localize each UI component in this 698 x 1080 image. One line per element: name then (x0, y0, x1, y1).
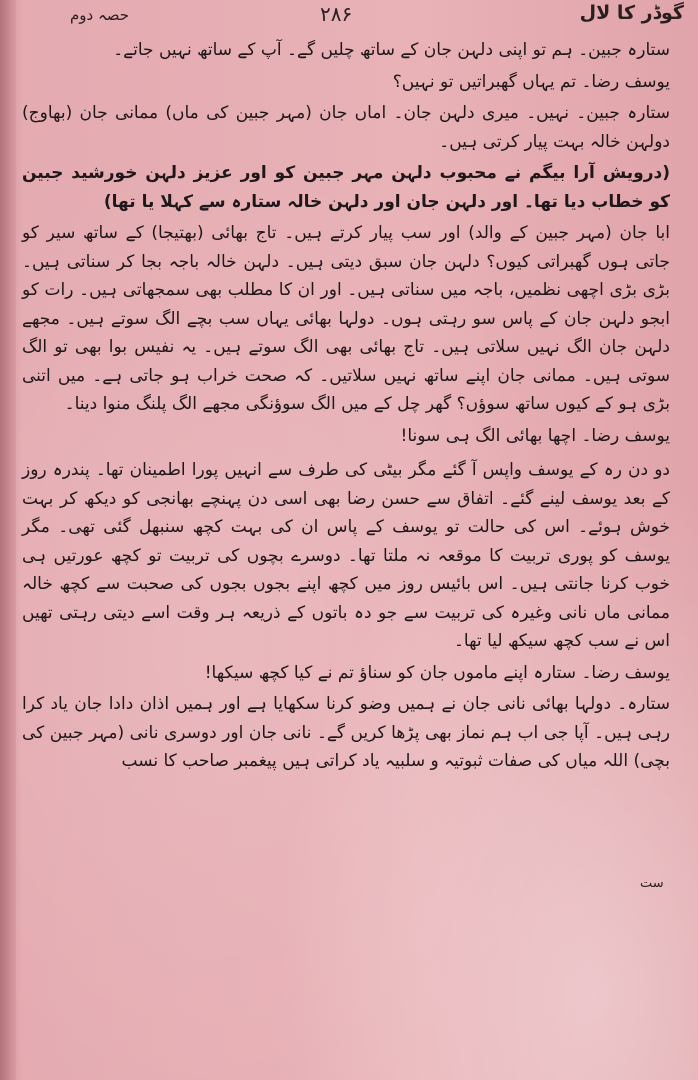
dialogue-yusuf-3: یوسف رضا۔ ستارہ اپنے ماموں جان کو سناؤ تم نے کیا کچھ سیکھا! (204, 662, 670, 683)
page-binding-edge (0, 0, 16, 1080)
narration-note: (درویش آرا بیگم نے محبوب دلہن مہر جبین کو اور عزیز دلہن خورشید جبین کو خطاب دیا تھا۔ اور دلہن جان اور دلہن خالہ ستارہ سے کہلا یا تھا) (22, 163, 670, 212)
page-number: ۲۸۶ (320, 2, 353, 26)
book-title: گوڈر کا لال (579, 2, 684, 24)
page-header (20, 2, 688, 30)
dialogue-yusuf-2: یوسف رضا۔ اچھا بھائی الگ ہی سونا! (400, 425, 670, 446)
dialogue-yusuf-1: یوسف رضا۔ تم یہاں گھبراتیں تو نہیں؟ (392, 71, 670, 92)
dialogue-sitara-2: ستارہ جبین۔ نہیں۔ میری دلہن جان۔ اماں جان (مہر جبین کی ماں) ممانی جان (بھاوج) دولہن خالہ بہت پیار کرتی ہیں۔ (22, 103, 670, 152)
page-body (22, 36, 670, 779)
dialogue-sitara-4: ستارہ۔ دولہا بھائی نانی جان نے ہمیں وضو کرنا سکھایا ہے اور ہمیں اذان دادا جان یاد کرا رہی ہیں۔ آپا جی اب ہم نماز بھی پڑھا کریں گے۔ نانی جان اور دوسری نانی (مہر جبین کی بچی) اللہ میاں کی صفات ثبوتیہ و سلبیہ یاد کراتی ہیں پیغمبر صاحب کا نسب (22, 694, 670, 771)
part-label: حصہ دوم (70, 6, 130, 24)
narration-paragraph: دو دن رہ کے یوسف واپس آ گئے مگر بیٹی کی طرف سے انہیں پورا اطمینان تھا۔ پندرہ روز کے بعد یوسف لینے گئے۔ اتفاق سے حسن رضا بھی اسی دن پہنچے بھانجی کو دیکھ کر بہت خوش ہوئے۔ اس کی حالت تو یوسف کے پاس ان کی بہت کچھ سنبھل گئی تھی۔ مگر یوسف کو پوری تربیت کا موقعہ نہ ملتا تھا۔ دوسرے بچوں کی تربیت تو کچھ عورتیں ہی خوب کرنا جانتی ہیں۔ اس بائیس روز میں کچھ اپنے بجوں بجوں کی صحبت سے کچھ خالہ ممانی ماں نانی وغیرہ کی تربیت سے جو دہ باتوں کے ذریعہ ہر وقت اسے دیتی رہتی تھیں اس نے سب کچھ سیکھ لیا تھا۔ (22, 460, 670, 651)
margin-annotation: ست (640, 876, 664, 891)
dialogue-sitara-3: ابا جان (مہر جبین کے والد) اور سب پیار کرتے ہیں۔ تاج بھائی (بھتیجا) کے ساتھ سیر کو جاتی ہوں گھبراتی کیوں؟ دلہن جان سبق دیتی ہیں۔ دلہن خالہ باجہ بجا کر سناتی ہیں۔ بڑی بڑی اچھی نظمیں، باجہ میں سناتی ہیں۔ اور ان کا مطلب بھی سمجھاتی ہیں۔ رات کو ابجو دلہن جان کے پاس سو رہتی ہوں۔ دولہا بھائی یہاں سب بچے الگ سوتے ہیں۔ مجھے دلہن جان الگ نہیں سلاتی ہیں۔ تاج بھائی بھی الگ سوتے ہیں۔ یہ نفیس بوا بھی تو الگ سوتی ہیں۔ ممانی جان اپنے ساتھ نہیں سلاتیں۔ کہ صحت خراب ہو جاتی ہے۔ میں اتنی بڑی ہو کے کیوں ساتھ سوؤں؟ گھر چل کے میں الگ سوؤنگی مجھے الگ پلنگ منوا دینا۔ (22, 223, 670, 414)
dialogue-sitara-1: ستارہ جبین۔ ہم تو اپنی دلہن جان کے ساتھ چلیں گے۔ آپ کے ساتھ نہیں جاتے۔ (113, 40, 670, 60)
